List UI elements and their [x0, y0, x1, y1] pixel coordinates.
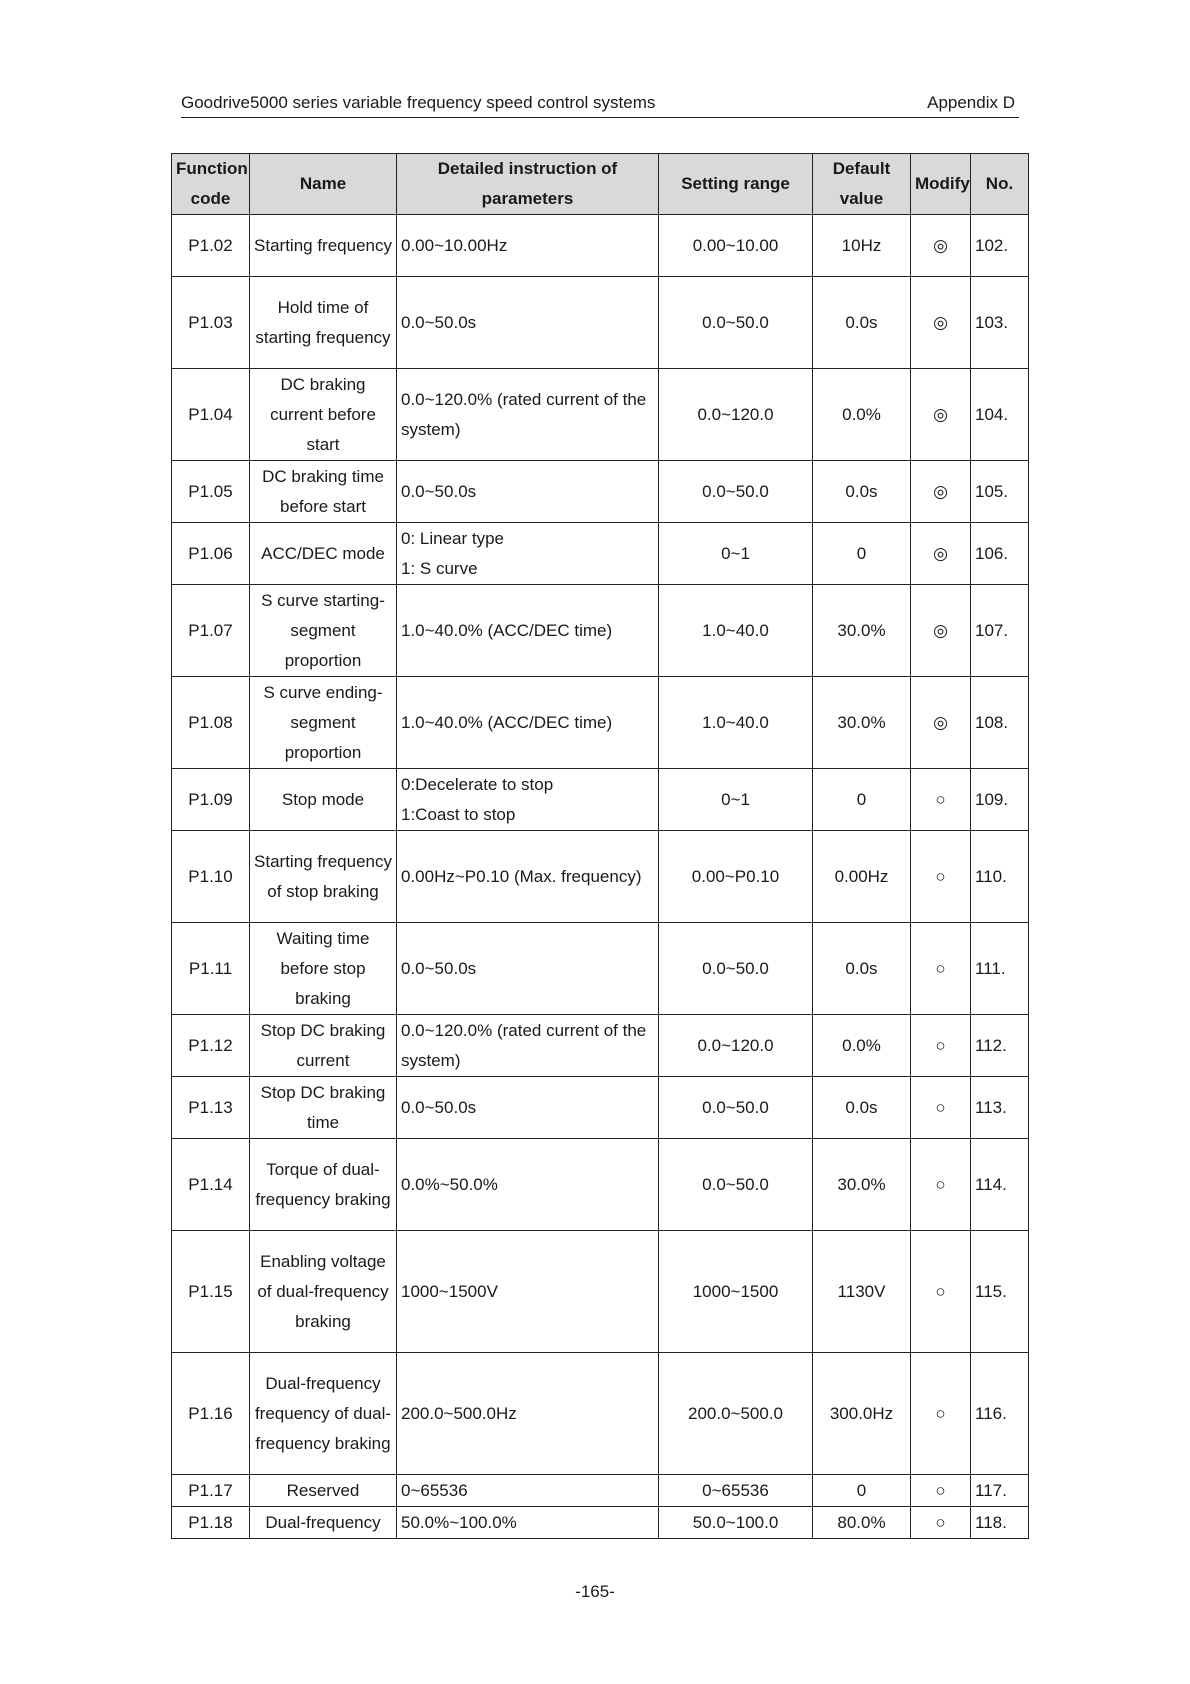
table-row: [172, 1231, 1029, 1353]
name-cell: Stop DC braking time: [250, 1077, 397, 1139]
detail-cell: 0.0~120.0% (rated current of the system): [397, 1015, 659, 1077]
page-number: -165-: [575, 1582, 615, 1601]
default-cell: 30.0%: [813, 1139, 911, 1231]
header-detailed-instruction: Detailed instruction of parameters: [397, 154, 659, 215]
no-cell: 115.: [971, 1231, 1029, 1353]
no-cell: 108.: [971, 677, 1029, 769]
modify-cell: ◎: [911, 585, 971, 677]
table-row: [172, 1077, 1029, 1139]
range-cell: 0.0~50.0: [659, 277, 813, 369]
no-cell: 112.: [971, 1015, 1029, 1077]
table-row: [172, 769, 1029, 831]
default-cell: 0.0s: [813, 461, 911, 523]
table-row: [172, 1015, 1029, 1077]
header-default-value: Default value: [813, 154, 911, 215]
code-cell: P1.05: [172, 461, 250, 523]
range-cell: 50.0~100.0: [659, 1507, 813, 1539]
detail-cell: 0:Decelerate to stop 1:Coast to stop: [397, 769, 659, 831]
range-cell: 0.0~50.0: [659, 1077, 813, 1139]
default-cell: 300.0Hz: [813, 1353, 911, 1475]
code-cell: P1.10: [172, 831, 250, 923]
range-cell: 1000~1500: [659, 1231, 813, 1353]
code-cell: P1.07: [172, 585, 250, 677]
detail-cell: 0.0~50.0s: [397, 923, 659, 1015]
modify-cell: ○: [911, 1231, 971, 1353]
table-row: [172, 677, 1029, 769]
header-name: Name: [250, 154, 397, 215]
code-cell: P1.04: [172, 369, 250, 461]
table-header-row: [172, 154, 1029, 215]
modify-cell: ○: [911, 831, 971, 923]
default-cell: 0.0%: [813, 369, 911, 461]
name-cell: Stop DC braking current: [250, 1015, 397, 1077]
name-cell: Hold time of starting frequency: [250, 277, 397, 369]
modify-cell: ○: [911, 769, 971, 831]
modify-cell: ○: [911, 1139, 971, 1231]
modify-cell: ○: [911, 1353, 971, 1475]
no-cell: 110.: [971, 831, 1029, 923]
modify-cell: ○: [911, 1475, 971, 1507]
range-cell: 0~1: [659, 523, 813, 585]
no-cell: 113.: [971, 1077, 1029, 1139]
no-cell: 106.: [971, 523, 1029, 585]
code-cell: P1.15: [172, 1231, 250, 1353]
default-cell: 10Hz: [813, 215, 911, 277]
range-cell: 200.0~500.0: [659, 1353, 813, 1475]
name-cell: DC braking time before start: [250, 461, 397, 523]
no-cell: 117.: [971, 1475, 1029, 1507]
no-cell: 107.: [971, 585, 1029, 677]
detail-cell: 0.0~50.0s: [397, 277, 659, 369]
modify-cell: ◎: [911, 677, 971, 769]
name-cell: Dual-frequency: [250, 1507, 397, 1539]
detail-cell: 0.0%~50.0%: [397, 1139, 659, 1231]
range-cell: 0.0~50.0: [659, 461, 813, 523]
name-cell: Enabling voltage of dual-frequency braking: [250, 1231, 397, 1353]
table-row: [172, 1507, 1029, 1539]
range-cell: 1.0~40.0: [659, 585, 813, 677]
page-header: [181, 92, 1019, 118]
code-cell: P1.16: [172, 1353, 250, 1475]
table-body: [172, 215, 1029, 1539]
table-row: [172, 215, 1029, 277]
no-cell: 105.: [971, 461, 1029, 523]
modify-cell: ○: [911, 1507, 971, 1539]
no-cell: 114.: [971, 1139, 1029, 1231]
default-cell: 0.0s: [813, 1077, 911, 1139]
table-row: [172, 923, 1029, 1015]
code-cell: P1.12: [172, 1015, 250, 1077]
no-cell: 111.: [971, 923, 1029, 1015]
modify-cell: ◎: [911, 215, 971, 277]
default-cell: 0.0s: [813, 923, 911, 1015]
table-row: [172, 277, 1029, 369]
detail-cell: 50.0%~100.0%: [397, 1507, 659, 1539]
range-cell: 0.0~120.0: [659, 369, 813, 461]
range-cell: 0.00~P0.10: [659, 831, 813, 923]
name-cell: Starting frequency: [250, 215, 397, 277]
default-cell: 0: [813, 523, 911, 585]
no-cell: 104.: [971, 369, 1029, 461]
name-cell: Reserved: [250, 1475, 397, 1507]
default-cell: 0.0s: [813, 277, 911, 369]
table-row: [172, 1475, 1029, 1507]
name-cell: S curve starting-segment proportion: [250, 585, 397, 677]
header-setting-range: Setting range: [659, 154, 813, 215]
document-title: Goodrive5000 series variable frequency speed control systems: [181, 93, 656, 112]
code-cell: P1.02: [172, 215, 250, 277]
table-row: [172, 831, 1029, 923]
default-cell: 80.0%: [813, 1507, 911, 1539]
detail-cell: 0.00Hz~P0.10 (Max. frequency): [397, 831, 659, 923]
name-cell: DC braking current before start: [250, 369, 397, 461]
name-cell: ACC/DEC mode: [250, 523, 397, 585]
no-cell: 109.: [971, 769, 1029, 831]
name-cell: Stop mode: [250, 769, 397, 831]
modify-cell: ◎: [911, 277, 971, 369]
table-row: [172, 1353, 1029, 1475]
code-cell: P1.08: [172, 677, 250, 769]
modify-cell: ○: [911, 1015, 971, 1077]
no-cell: 103.: [971, 277, 1029, 369]
name-cell: Torque of dual-frequency braking: [250, 1139, 397, 1231]
detail-cell: 200.0~500.0Hz: [397, 1353, 659, 1475]
detail-cell: 0.0~50.0s: [397, 461, 659, 523]
detail-cell: 0.0~50.0s: [397, 1077, 659, 1139]
code-cell: P1.11: [172, 923, 250, 1015]
detail-cell: 1.0~40.0% (ACC/DEC time): [397, 677, 659, 769]
header-modify: Modify: [911, 154, 971, 215]
range-cell: 1.0~40.0: [659, 677, 813, 769]
range-cell: 0.0~120.0: [659, 1015, 813, 1077]
table-row: [172, 369, 1029, 461]
table-row: [172, 523, 1029, 585]
default-cell: 0.0%: [813, 1015, 911, 1077]
code-cell: P1.14: [172, 1139, 250, 1231]
modify-cell: ◎: [911, 523, 971, 585]
default-cell: 0.00Hz: [813, 831, 911, 923]
code-cell: P1.09: [172, 769, 250, 831]
default-cell: 0: [813, 769, 911, 831]
modify-cell: ◎: [911, 461, 971, 523]
no-cell: 116.: [971, 1353, 1029, 1475]
default-cell: 0: [813, 1475, 911, 1507]
name-cell: Starting frequency of stop braking: [250, 831, 397, 923]
code-cell: P1.03: [172, 277, 250, 369]
no-cell: 118.: [971, 1507, 1029, 1539]
default-cell: 30.0%: [813, 585, 911, 677]
detail-cell: 0: Linear type 1: S curve: [397, 523, 659, 585]
detail-cell: 1000~1500V: [397, 1231, 659, 1353]
table-row: [172, 461, 1029, 523]
name-cell: Waiting time before stop braking: [250, 923, 397, 1015]
code-cell: P1.18: [172, 1507, 250, 1539]
range-cell: 0~65536: [659, 1475, 813, 1507]
name-cell: Dual-frequency frequency of dual-frequency braking: [250, 1353, 397, 1475]
range-cell: 0.0~50.0: [659, 923, 813, 1015]
table-row: [172, 1139, 1029, 1231]
detail-cell: 0~65536: [397, 1475, 659, 1507]
code-cell: P1.13: [172, 1077, 250, 1139]
range-cell: 0~1: [659, 769, 813, 831]
name-cell: S curve ending-segment proportion: [250, 677, 397, 769]
parameter-table: [171, 153, 1029, 1539]
default-cell: 1130V: [813, 1231, 911, 1353]
default-cell: 30.0%: [813, 677, 911, 769]
appendix-label: Appendix D: [927, 93, 1015, 112]
no-cell: 102.: [971, 215, 1029, 277]
header-no: No.: [971, 154, 1029, 215]
code-cell: P1.06: [172, 523, 250, 585]
detail-cell: 0.00~10.00Hz: [397, 215, 659, 277]
modify-cell: ○: [911, 923, 971, 1015]
header-function-code: Function code: [172, 154, 250, 215]
detail-cell: 0.0~120.0% (rated current of the system): [397, 369, 659, 461]
code-cell: P1.17: [172, 1475, 250, 1507]
range-cell: 0.00~10.00: [659, 215, 813, 277]
modify-cell: ○: [911, 1077, 971, 1139]
range-cell: 0.0~50.0: [659, 1139, 813, 1231]
table-row: [172, 585, 1029, 677]
modify-cell: ◎: [911, 369, 971, 461]
detail-cell: 1.0~40.0% (ACC/DEC time): [397, 585, 659, 677]
